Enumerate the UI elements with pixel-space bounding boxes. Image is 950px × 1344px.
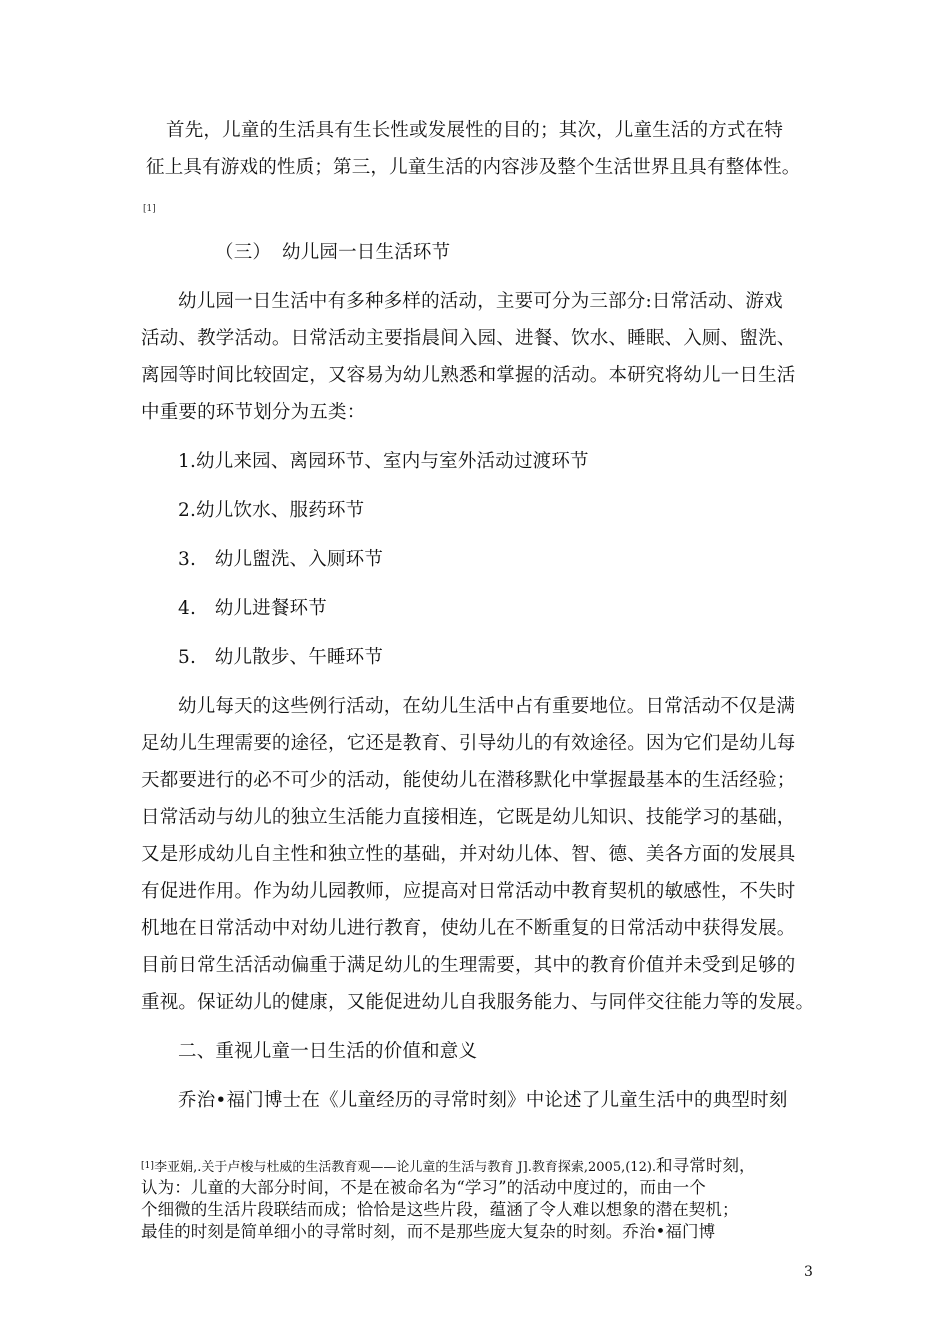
paragraph-2-line-3: 天都要进行的必不可少的活动，能使幼儿在潜移默化中掌握最基本的生活经验； [141,770,796,791]
list-item-3: 3. 幼儿盥洗、入厕环节 [178,549,384,570]
paragraph-2-line-8: 目前日常生活活动偏重于满足幼儿的生理需要，其中的教育价值并未受到足够的 [141,955,796,976]
paragraph-2-line-1: 幼儿每天的这些例行活动，在幼儿生活中占有重要地位。日常活动不仅是满 [178,696,796,717]
paragraph-1-line-1: 幼儿园一日生活中有多种多样的活动，主要可分为三部分:日常活动、游戏 [178,291,783,312]
footnote-line-4: 最佳的时刻是简单细小的寻常时刻，而不是那些庞大复杂的时刻。乔治•福门博 [141,1222,716,1241]
footnote-mark: [1] [141,1161,155,1171]
footnote-reference: [1] [143,204,156,214]
footnote-line-2: 认为：儿童的大部分时间，不是在被命名为“学习”的活动中度过的，而由一个 [141,1178,706,1197]
section-2-heading: 二、重视儿童一日生活的价值和意义 [178,1041,478,1062]
paragraph-2-line-2: 足幼儿生理需要的途径，它还是教育、引导幼儿的有效途径。因为它们是幼儿每 [141,733,796,754]
footnote-line-3: 个细微的生活片段联结而成；恰恰是这些片段，蕴涵了令人难以想象的潜在契机； [141,1200,739,1219]
section-3-title: 幼儿园一日生活环节 [282,242,451,263]
intro-line-1: 首先，儿童的生活具有生长性或发展性的目的；其次，儿童生活的方式在特 [166,120,784,141]
list-item-2: 2.幼儿饮水、服药环节 [178,500,365,521]
paragraph-3-line-1: 乔治•福门博士在《儿童经历的寻常时刻》中论述了儿童生活中的典型时刻 [178,1090,788,1111]
paragraph-1-line-2: 活动、教学活动。日常活动主要指晨间入园、进餐、饮水、睡眠、入厕、盥洗、 [141,328,796,349]
list-item-4: 4. 幼儿进餐环节 [178,598,327,619]
page-number: 3 [804,1264,813,1280]
paragraph-2-line-4: 日常活动与幼儿的独立生活能力直接相连，它既是幼儿知识、技能学习的基础， [141,807,796,828]
paragraph-2-line-6: 有促进作用。作为幼儿园教师，应提高对日常活动中教育契机的敏感性，不失时 [141,881,796,902]
paragraph-2-line-5: 又是形成幼儿自主性和独立性的基础，并对幼儿体、智、德、美各方面的发展具 [141,844,796,865]
section-3-number: （三） [215,242,272,263]
footnote-continuation: 和寻常时刻， [656,1156,756,1175]
list-item-1: 1.幼儿来园、离园环节、室内与室外活动过渡环节 [178,451,589,472]
footnote-citation: 李亚娟,.关于卢梭与杜威的生活教育观——论儿童的生活与教育 J].教育探索,2005,(12). [154,1160,657,1175]
intro-line-2: 征上具有游戏的性质；第三，儿童生活的内容涉及整个生活世界且具有整体性。 [146,157,801,178]
paragraph-1-line-4: 中重要的环节划分为五类： [141,402,366,423]
paragraph-2-line-7: 机地在日常活动中对幼儿进行教育，使幼儿在不断重复的日常活动中获得发展。 [141,918,796,939]
paragraph-2-line-9: 重视。保证幼儿的健康，又能促进幼儿自我服务能力、与同伴交往能力等的发展。 [141,992,815,1013]
paragraph-1-line-3: 离园等时间比较固定，又容易为幼儿熟悉和掌握的活动。本研究将幼儿一日生活 [141,365,796,386]
list-item-5: 5. 幼儿散步、午睡环节 [178,647,384,668]
footnote-first-line [141,1155,756,1179]
